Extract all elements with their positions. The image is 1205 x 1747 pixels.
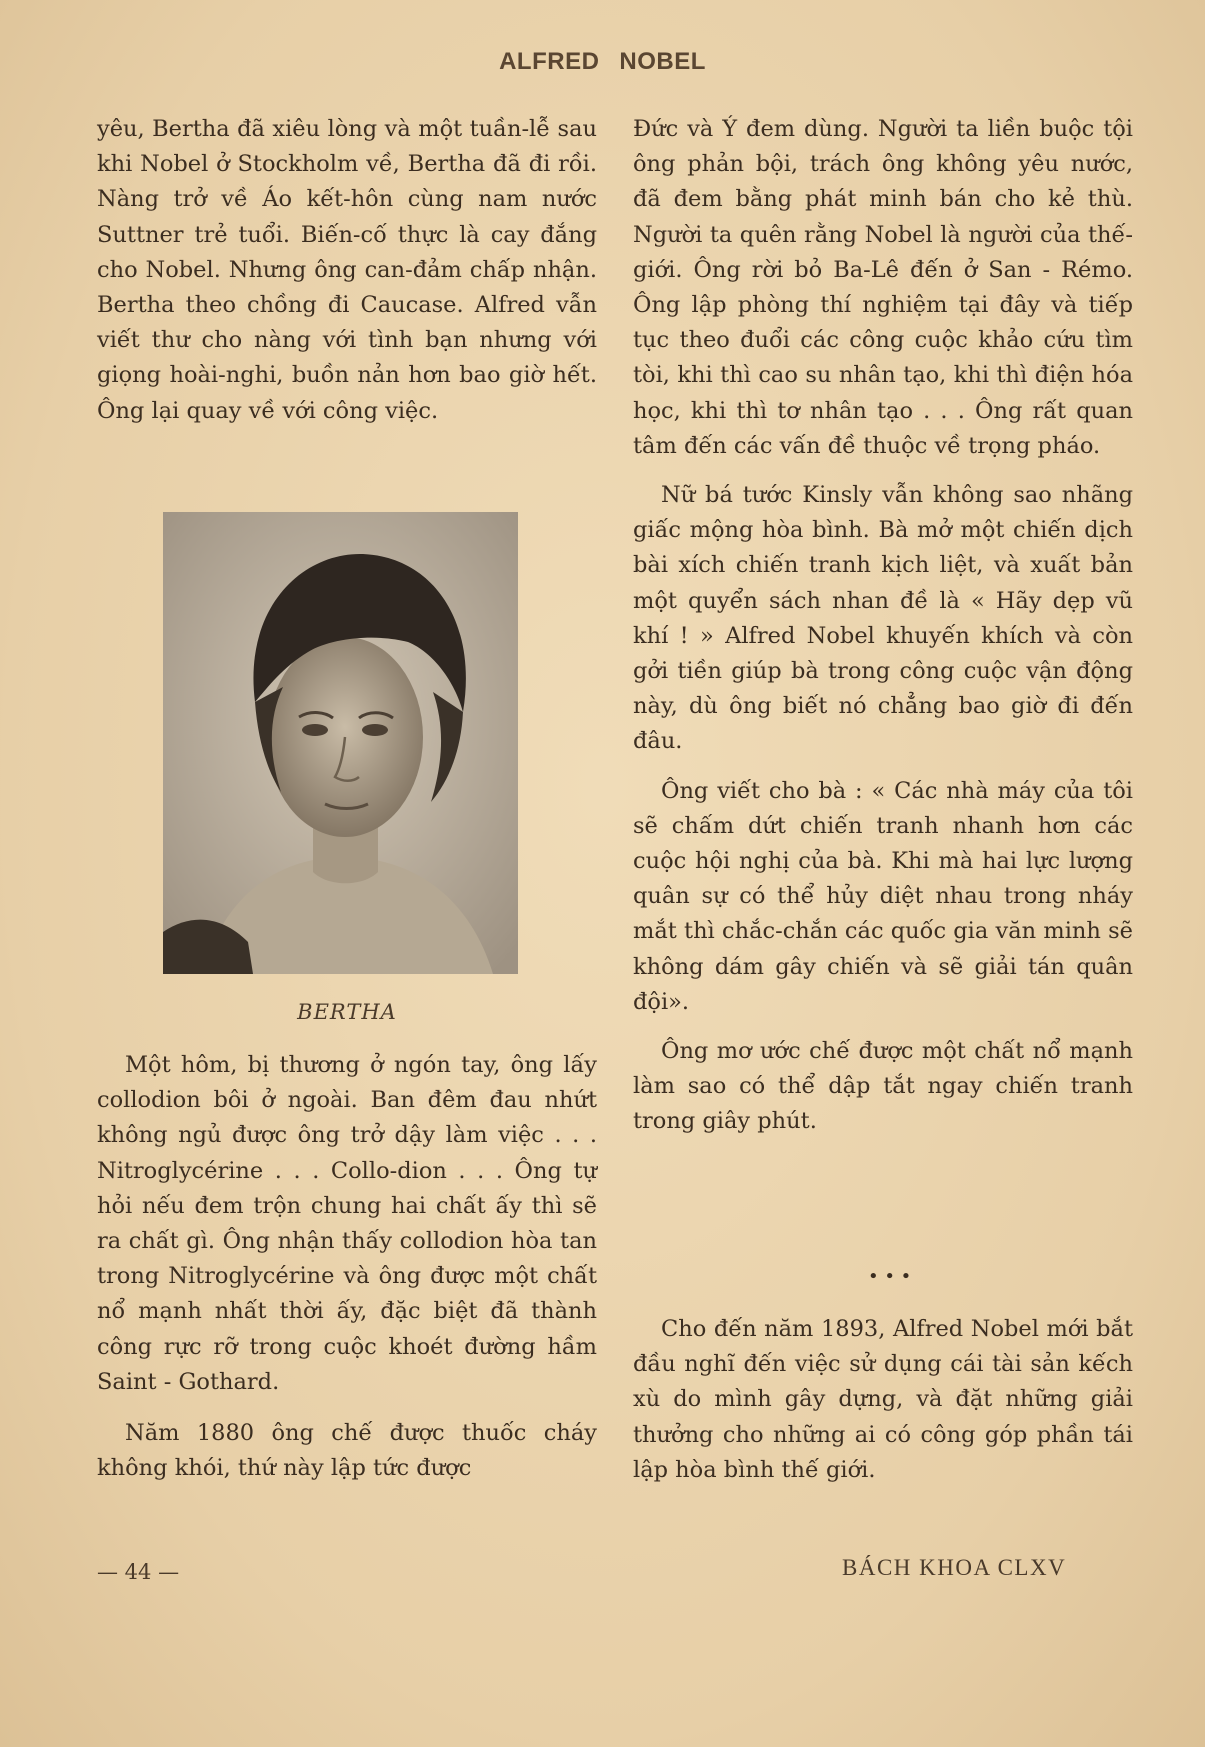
header-left: ALFRED (499, 48, 600, 75)
header-right: NOBEL (619, 48, 706, 75)
page-header (0, 48, 1205, 76)
left-lower-column (97, 1048, 597, 1502)
left-lower-paragraph: Năm 1880 ông chế được thuốc cháy không khói, thứ này lập tức được (97, 1420, 597, 1482)
right-lower-paragraph: Cho đến năm 1893, Alfred Nobel mới bắt đầu nghĩ đến việc sử dụng cái tài sản kếch xù do mình gây dựng, và đặt những giải thưởng cho những ai có công góp phần tái lập hòa bình thế giới. (633, 1316, 1133, 1483)
left-column (97, 112, 597, 443)
section-ornament: • • • (868, 1266, 912, 1287)
right-paragraph: Ông viết cho bà : « Các nhà máy của tôi sẽ chấm dứt chiến tranh nhanh hơn các cuộc hội nghị của bà. Khi mà hai lực lượng quân sự có thể hủy diệt nhau trong nháy mắt thì chắc-chắn các quốc gia văn minh sẽ không dám gây chiến và sẽ giải tán quân đội». (633, 777, 1133, 1015)
bertha-portrait (163, 512, 518, 974)
right-lower-column (633, 1312, 1133, 1488)
left-lower-paragraph: Một hôm, bị thương ở ngón tay, ông lấy collodion bôi ở ngoài. Ban đêm đau nhứt không ngủ được ông trở dậy làm việc . . . Nitroglycérine . . . Collo-dion . . . Ông tự hỏi nếu đem trộn chung hai chất ấy thì sẽ ra chất gì. Ông nhận thấy collodion hòa tan trong Nitroglycérine và ông được một chất nổ mạnh nhất thời ấy, đặc biệt đã thành công rực rỡ trong cuộc khoét đường hầm Saint - Gothard. (97, 1052, 597, 1395)
right-paragraph: Đức và Ý đem dùng. Người ta liền buộc tội ông phản bội, trách ông không yêu nước, đã đem bằng phát minh bán cho kẻ thù. Người ta quên rằng Nobel là người của thế-giới. Ông rời bỏ Ba-Lê đến ở San - Rémo. Ông lập phòng thí nghiệm tại đây và tiếp tục theo đuổi các công cuộc khảo cứu tìm tòi, khi thì cao su nhân tạo, khi thì điện hóa học, khi thì tơ nhân tạo . . . Ông rất quan tâm đến các vấn đề thuộc về trọng pháo. (633, 116, 1133, 459)
right-paragraph: Nữ bá tước Kinsly vẫn không sao nhãng giấc mộng hòa bình. Bà mở một chiến dịch bài xích chiến tranh kịch liệt, và xuất bản một quyển sách nhan đề là « Hãy dẹp vũ khí ! » Alfred Nobel khuyến khích và còn gởi tiền giúp bà trong công cuộc vận động này, dù ông biết nó chẳng bao giờ đi đến đâu. (633, 482, 1133, 755)
magazine-issue: BÁCH KHOA CLXV (842, 1555, 1067, 1580)
page-number: — 44 — (97, 1560, 180, 1584)
photo-caption: BERTHA (297, 1000, 397, 1024)
right-column (633, 112, 1133, 1154)
left-paragraph: yêu, Bertha đã xiêu lòng và một tuần-lễ sau khi Nobel ở Stockholm về, Bertha đã đi rồi. Nàng trở về Áo kết-hôn cùng nam nước Suttner trẻ tuổi. Biến-cố thực là cay đắng cho Nobel. Nhưng ông can-đảm chấp nhận. Bertha theo chồng đi Caucase. Alfred vẫn viết thư cho nàng với tình bạn nhưng với giọng hoài-nghi, buồn nản hơn bao giờ hết. Ông lại quay về với công việc. (97, 116, 597, 424)
right-paragraph: Ông mơ ước chế được một chất nổ mạnh làm sao có thể dập tắt ngay chiến tranh trong giây phút. (633, 1038, 1133, 1135)
portrait-illustration (163, 512, 518, 974)
